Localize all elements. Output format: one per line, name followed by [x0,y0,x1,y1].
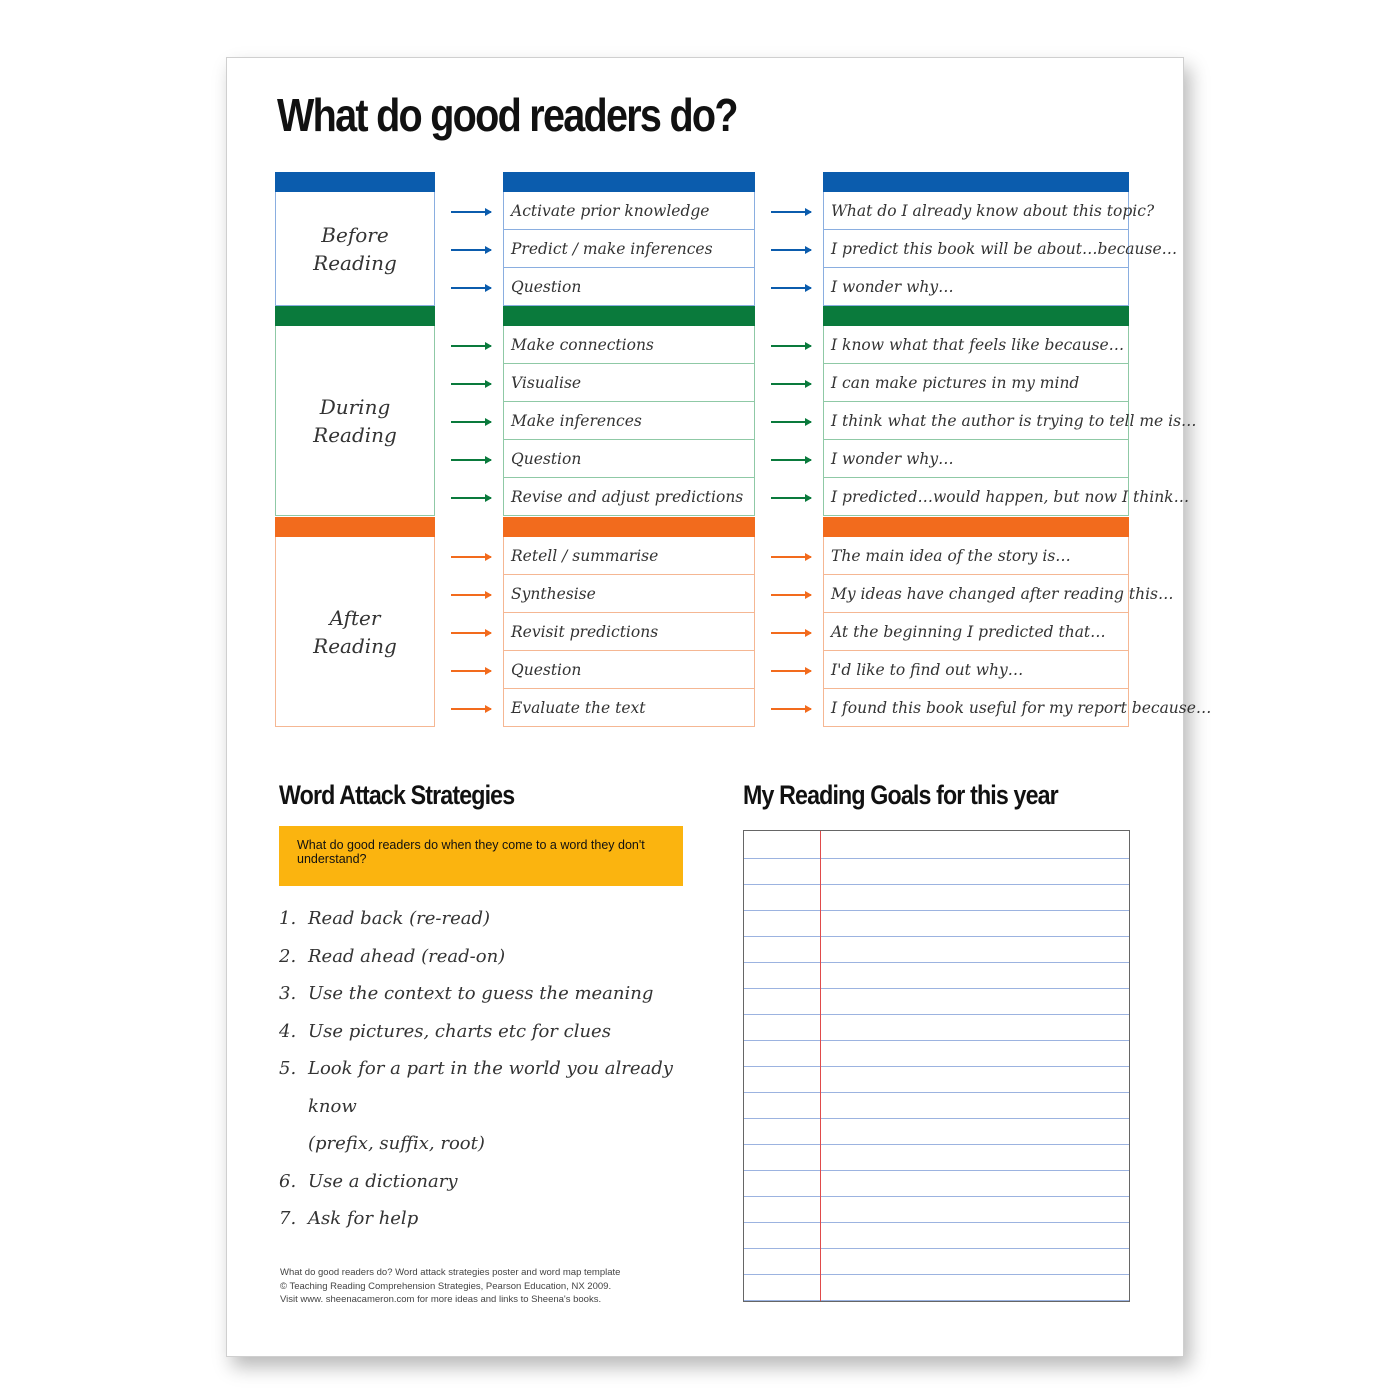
color-band [503,306,755,326]
footer-credits [280,1266,620,1307]
list-item-number: 2. [279,945,297,967]
arrow-right-icon [451,594,491,596]
arrow-right-icon [771,211,811,213]
stage-section [275,306,1197,516]
prompt-cell: I'd like to find out why… [824,651,1128,689]
list-item [279,975,699,1013]
arrow-right-icon [451,459,491,461]
arrow-right-icon [771,670,811,672]
color-band [275,172,435,192]
list-item-number: 4. [279,1020,297,1042]
stage-label-text: After Reading [313,605,397,658]
strategy-cell: Predict / make inferences [504,230,754,268]
list-item-number [279,1125,308,1163]
prompt-cell: My ideas have changed after reading this… [824,575,1128,613]
list-item-text: Use a dictionary [308,1170,458,1192]
strategy-column [503,537,755,727]
stage-section [275,517,1212,727]
stage-label [275,326,435,516]
strategy-cell: Make inferences [504,402,754,440]
color-band [275,517,435,537]
color-band [823,172,1129,192]
list-item [279,1200,699,1238]
prompt-cell: I found this book useful for my report because… [831,699,1212,717]
strategy-cell: Evaluate the text [511,699,646,717]
prompt-column [823,192,1178,306]
list-item-text: Use the context to guess the meaning [308,983,654,1004]
list-item-text: Read ahead (read-on) [308,945,506,967]
list-item-number: 3. [279,983,297,1004]
word-attack-heading: Word Attack Strategies [279,780,515,810]
poster-sheet [226,57,1212,1357]
arrow-right-icon [771,459,811,461]
word-attack-list [279,900,699,1238]
strategy-column [503,326,755,516]
strategy-cell: Question [511,278,582,296]
arrow-right-icon [451,211,491,213]
prompt-cell: I can make pictures in my mind [824,364,1128,402]
stage-label [275,537,435,727]
prompt-cell: What do I already know about this topic? [824,192,1128,230]
arrow-right-icon [771,708,811,710]
color-band [503,517,755,537]
arrow-right-icon [451,249,491,251]
arrow-right-icon [451,556,491,558]
page-title: What do good readers do? [277,89,737,141]
list-item-number: 1. [279,908,297,929]
prompt-cell: The main idea of the story is… [824,537,1128,575]
list-item-text: Look for a part in the world you already know [308,1058,673,1117]
stage-label-text: Before Reading [313,222,397,275]
arrow-right-icon [451,708,491,710]
word-attack-question-box: What do good readers do when they come to a word they don't understand? [279,826,683,886]
arrow-right-icon [771,594,811,596]
strategy-cell: Synthesise [504,575,754,613]
arrow-right-icon [771,556,811,558]
arrow-right-icon [771,287,811,289]
arrow-right-icon [451,287,491,289]
list-item-text: Read back (re-read) [308,908,491,929]
arrow-right-icon [771,632,811,634]
arrow-right-icon [771,345,811,347]
list-item-text: Ask for help [308,1208,419,1229]
list-item [279,1163,699,1201]
prompt-cell: I think what the author is trying to tell me is… [824,402,1128,440]
prompt-cell: I predict this book will be about…because… [824,230,1128,268]
prompt-cell: At the beginning I predicted that… [824,613,1128,651]
arrow-right-icon [451,632,491,634]
color-band [823,306,1129,326]
list-item [279,938,699,976]
color-band [823,517,1129,537]
strategy-cell: Activate prior knowledge [504,192,754,230]
prompt-cell: I wonder why… [824,440,1128,478]
strategy-cell: Retell / summarise [504,537,754,575]
reading-goals-heading: My Reading Goals for this year [743,780,1058,810]
prompt-cell: I predicted…would happen, but now I think… [831,488,1190,506]
arrow-right-icon [771,383,811,385]
list-item [279,1013,699,1051]
list-item [279,1050,699,1125]
lined-paper[interactable] [743,830,1130,1302]
arrow-right-icon [451,345,491,347]
footer-line: © Teaching Reading Comprehension Strategies, Pearson Education, NX 2009. [280,1280,612,1292]
strategy-cell: Make connections [504,326,754,364]
strategy-cell: Revisit predictions [504,613,754,651]
strategy-cell: Visualise [504,364,754,402]
arrow-right-icon [451,497,491,499]
list-item-number: 5. [279,1058,297,1079]
footer-line: What do good readers do? Word attack strategies poster and word map template [280,1267,621,1278]
list-item [279,1125,699,1163]
strategy-cell: Revise and adjust predictions [511,488,744,506]
stage-section [275,172,1178,306]
prompt-cell: I know what that feels like because… [824,326,1128,364]
arrow-right-icon [451,383,491,385]
prompt-column [823,326,1197,516]
arrow-right-icon [451,670,491,672]
stage-label-text: During Reading [313,394,397,447]
arrow-right-icon [771,421,811,423]
stage-label [275,192,435,306]
list-item-number: 7. [279,1208,297,1229]
footer-line: Visit www. sheenacameron.com for more ideas and links to Sheena's books. [280,1294,602,1305]
prompt-cell: I wonder why… [831,278,954,296]
arrow-right-icon [771,249,811,251]
list-item-text: (prefix, suffix, root) [308,1133,485,1154]
strategy-cell: Question [504,651,754,689]
strategy-column [503,192,755,306]
list-item-number: 6. [279,1170,297,1192]
list-item-text: Use pictures, charts etc for clues [308,1020,611,1042]
arrow-right-icon [771,497,811,499]
prompt-column [823,537,1212,727]
list-item [279,900,699,938]
color-band [275,306,435,326]
color-band [503,172,755,192]
arrow-right-icon [451,421,491,423]
margin-line [820,831,821,1301]
strategy-cell: Question [504,440,754,478]
